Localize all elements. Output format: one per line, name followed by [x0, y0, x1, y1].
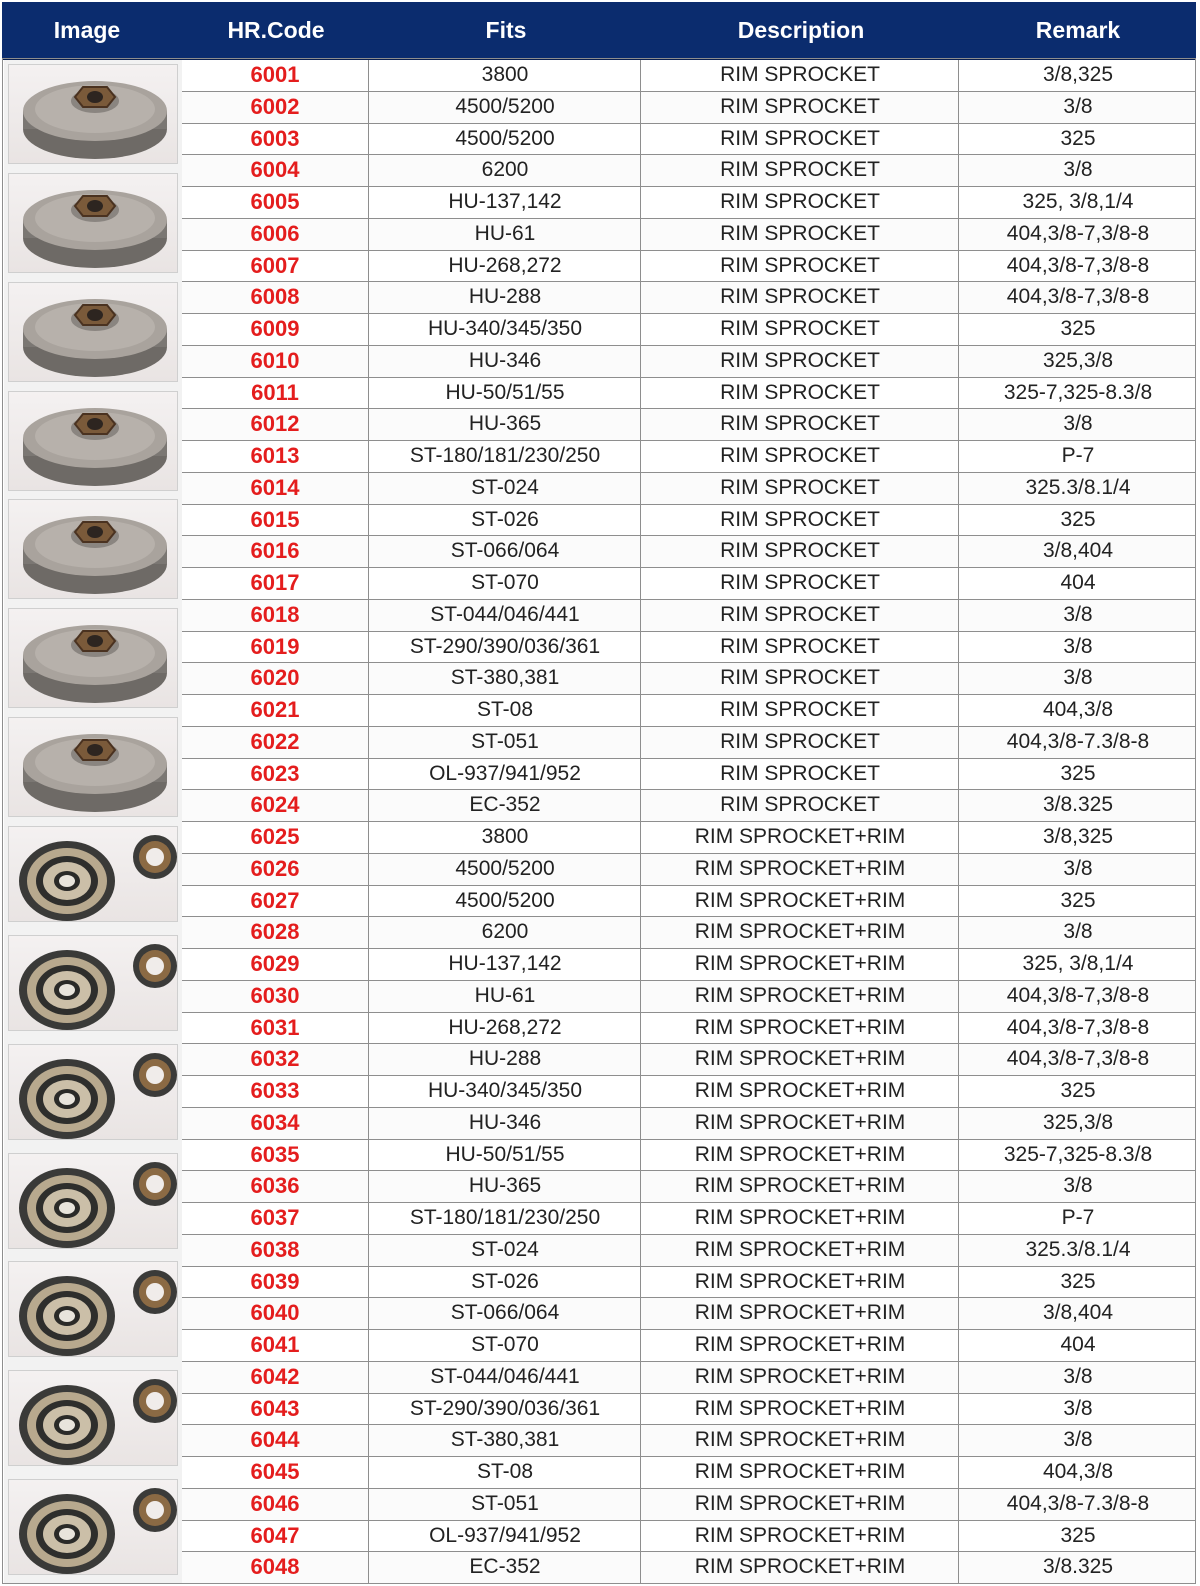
header-hr-code: HR.Code — [227, 17, 325, 43]
table-row — [182, 60, 1196, 92]
fits-cell: OL-937/941/952 — [368, 759, 641, 790]
hr-code-cell: 6020 — [250, 665, 300, 691]
description-cell: RIM SPROCKET — [640, 727, 959, 758]
description-cell: RIM SPROCKET — [640, 505, 959, 536]
remark-cell: 325-7,325-8.3/8 — [958, 378, 1197, 409]
remark-cell: 404 — [958, 568, 1197, 599]
description-cell: RIM SPROCKET — [640, 568, 959, 599]
fits-cell: ST-026 — [368, 1267, 641, 1298]
fits-cell: ST-180/181/230/250 — [368, 441, 641, 472]
description-cell: RIM SPROCKET — [640, 155, 959, 186]
remark-cell: 404,3/8 — [958, 1457, 1197, 1488]
remark-cell: 3/8 — [958, 1171, 1197, 1202]
fits-cell: 6200 — [368, 917, 641, 948]
remark-cell: 404,3/8-7,3/8-8 — [958, 251, 1197, 282]
remark-cell: 325,3/8 — [958, 1108, 1197, 1139]
table-row — [182, 505, 1196, 537]
remark-cell: 3/8 — [958, 663, 1197, 694]
table-row — [182, 663, 1196, 695]
remark-cell: 3/8,404 — [958, 536, 1197, 567]
table-row — [182, 1108, 1196, 1140]
remark-cell: P-7 — [958, 441, 1197, 472]
header-description: Description — [737, 17, 865, 43]
fits-cell: ST-070 — [368, 568, 641, 599]
table-row — [182, 1076, 1196, 1108]
description-cell: RIM SPROCKET+RIM — [640, 1330, 959, 1361]
table-row — [182, 568, 1196, 600]
fits-cell: ST-066/064 — [368, 1298, 641, 1329]
description-cell: RIM SPROCKET+RIM — [640, 949, 959, 980]
remark-cell: 325 — [958, 124, 1197, 155]
rim-sprocket-ring-icon — [8, 1153, 178, 1249]
fits-cell: ST-024 — [368, 473, 641, 504]
remark-cell: 325, 3/8,1/4 — [958, 187, 1197, 218]
hr-code-cell: 6024 — [250, 792, 300, 818]
rim-sprocket-drum-icon — [8, 391, 178, 491]
hr-code-cell: 6043 — [250, 1395, 300, 1421]
table-row — [182, 409, 1196, 441]
rim-sprocket-ring-icon — [8, 1261, 178, 1357]
remark-cell: 404,3/8-7,3/8-8 — [958, 219, 1197, 250]
table-row — [182, 981, 1196, 1013]
table-row — [182, 346, 1196, 378]
fits-cell: ST-024 — [368, 1235, 641, 1266]
description-cell: RIM SPROCKET — [640, 632, 959, 663]
table-row — [182, 473, 1196, 505]
rim-sprocket-drum-icon — [8, 282, 178, 382]
description-cell: RIM SPROCKET+RIM — [640, 1203, 959, 1234]
fits-cell: EC-352 — [368, 790, 641, 821]
hr-code-cell: 6008 — [250, 284, 300, 310]
hr-code-cell: 6011 — [251, 379, 299, 405]
fits-cell: ST-180/181/230/250 — [368, 1203, 641, 1234]
table-row — [182, 917, 1196, 949]
table-row — [182, 314, 1196, 346]
table-row — [182, 790, 1196, 822]
fits-cell: EC-352 — [368, 1552, 641, 1583]
description-cell: RIM SPROCKET — [640, 790, 959, 821]
fits-cell: ST-290/390/036/361 — [368, 632, 641, 663]
remark-cell: 404,3/8-7,3/8-8 — [958, 1044, 1197, 1075]
fits-cell: ST-044/046/441 — [368, 600, 641, 631]
remark-cell: 404,3/8-7,3/8-8 — [958, 1013, 1197, 1044]
hr-code-cell: 6035 — [250, 1141, 300, 1167]
remark-cell: 325 — [958, 1267, 1197, 1298]
remark-cell: 3/8 — [958, 600, 1197, 631]
hr-code-cell: 6010 — [250, 347, 300, 373]
remark-cell: 325 — [958, 759, 1197, 790]
fits-cell: ST-290/390/036/361 — [368, 1394, 641, 1425]
description-cell: RIM SPROCKET — [640, 187, 959, 218]
hr-code-cell: 6026 — [250, 855, 300, 881]
fits-cell: ST-08 — [368, 695, 641, 726]
description-cell: RIM SPROCKET+RIM — [640, 1044, 959, 1075]
hr-code-cell: 6014 — [250, 474, 300, 500]
description-cell: RIM SPROCKET+RIM — [640, 1425, 959, 1456]
hr-code-cell: 6018 — [250, 601, 300, 627]
hr-code-cell: 6038 — [250, 1236, 300, 1262]
remark-cell: 3/8.325 — [958, 790, 1197, 821]
hr-code-cell: 6045 — [250, 1459, 300, 1484]
rim-sprocket-drum-icon — [8, 173, 178, 273]
description-cell: RIM SPROCKET+RIM — [640, 1552, 959, 1583]
table-row — [182, 886, 1196, 918]
hr-code-cell: 6042 — [250, 1363, 300, 1389]
description-cell: RIM SPROCKET+RIM — [640, 1457, 959, 1488]
rim-sprocket-drum-icon — [8, 64, 178, 164]
description-cell: RIM SPROCKET+RIM — [640, 1521, 959, 1552]
rim-sprocket-ring-icon — [8, 1479, 178, 1575]
table-row — [182, 1425, 1196, 1457]
hr-code-cell: 6002 — [250, 93, 300, 119]
hr-code-cell: 6033 — [250, 1078, 300, 1103]
description-cell: RIM SPROCKET+RIM — [640, 1076, 959, 1107]
description-cell: RIM SPROCKET — [640, 314, 959, 345]
hr-code-cell: 6044 — [250, 1427, 300, 1453]
hr-code-cell: 6023 — [250, 760, 300, 786]
hr-code-cell: 6046 — [250, 1490, 300, 1516]
hr-code-cell: 6009 — [250, 316, 300, 341]
description-cell: RIM SPROCKET+RIM — [640, 1394, 959, 1425]
hr-code-cell: 6006 — [250, 220, 300, 246]
description-cell: RIM SPROCKET+RIM — [640, 1108, 959, 1139]
description-cell: RIM SPROCKET — [640, 441, 959, 472]
fits-cell: 4500/5200 — [368, 854, 641, 885]
fits-cell: HU-365 — [368, 409, 641, 440]
rim-sprocket-ring-icon — [8, 1044, 178, 1140]
fits-cell: 4500/5200 — [368, 92, 641, 123]
table-row — [182, 1521, 1196, 1553]
fits-cell: ST-044/046/441 — [368, 1362, 641, 1393]
remark-cell: 3/8 — [958, 1362, 1197, 1393]
description-cell: RIM SPROCKET — [640, 600, 959, 631]
remark-cell: 404,3/8-7,3/8-8 — [958, 981, 1197, 1012]
hr-code-cell: 6047 — [250, 1522, 300, 1548]
hr-code-cell: 6032 — [250, 1046, 300, 1072]
hr-code-cell: 6048 — [250, 1554, 300, 1580]
fits-cell: 4500/5200 — [368, 124, 641, 155]
table-header — [2, 2, 1196, 60]
remark-cell: 325 — [958, 505, 1197, 536]
hr-code-cell: 6003 — [250, 125, 300, 151]
description-cell: RIM SPROCKET — [640, 378, 959, 409]
description-cell: RIM SPROCKET — [640, 663, 959, 694]
hr-code-cell: 6041 — [250, 1332, 300, 1357]
fits-cell: HU-340/345/350 — [368, 1076, 641, 1107]
description-cell: RIM SPROCKET+RIM — [640, 1171, 959, 1202]
rim-sprocket-drum-icon — [8, 608, 178, 708]
rim-sprocket-ring-icon — [8, 826, 178, 922]
remark-cell: 3/8,404 — [958, 1298, 1197, 1329]
hr-code-cell: 6019 — [250, 633, 300, 659]
hr-code-cell: 6029 — [250, 951, 300, 976]
fits-cell: ST-026 — [368, 505, 641, 536]
hr-code-cell: 6025 — [250, 824, 300, 849]
fits-cell: 3800 — [368, 822, 641, 853]
table-row — [182, 727, 1196, 759]
remark-cell: 325 — [958, 1076, 1197, 1107]
fits-cell: HU-50/51/55 — [368, 1140, 641, 1171]
table-row — [182, 1235, 1196, 1267]
remark-cell: 325 — [958, 886, 1197, 917]
hr-code-cell: 6007 — [250, 252, 300, 278]
rim-sprocket-drum-icon — [8, 499, 178, 599]
fits-cell: HU-365 — [368, 1171, 641, 1202]
table-row — [182, 1489, 1196, 1521]
parts-table-body — [182, 60, 1196, 1584]
remark-cell: 3/8 — [958, 632, 1197, 663]
hr-code-cell: 6027 — [250, 887, 300, 913]
table-row — [182, 441, 1196, 473]
fits-cell: HU-61 — [368, 981, 641, 1012]
hr-code-cell: 6037 — [250, 1205, 300, 1230]
hr-code-cell: 6039 — [250, 1268, 300, 1294]
remark-cell: 404,3/8-7,3/8-8 — [958, 282, 1197, 313]
remark-cell: 3/8,325 — [958, 60, 1197, 91]
remark-cell: 3/8,325 — [958, 822, 1197, 853]
header-remark: Remark — [1035, 17, 1121, 43]
table-row — [182, 251, 1196, 283]
remark-cell: 3/8 — [958, 1394, 1197, 1425]
description-cell: RIM SPROCKET — [640, 251, 959, 282]
description-cell: RIM SPROCKET+RIM — [640, 981, 959, 1012]
hr-code-cell: 6012 — [250, 411, 300, 437]
table-row — [182, 1013, 1196, 1045]
table-row — [182, 187, 1196, 219]
table-row — [182, 282, 1196, 314]
remark-cell: 325.3/8.1/4 — [958, 473, 1197, 504]
remark-cell: 404,3/8-7.3/8-8 — [958, 727, 1197, 758]
remark-cell: 325, 3/8,1/4 — [958, 949, 1197, 980]
remark-cell: 3/8 — [958, 854, 1197, 885]
fits-cell: OL-937/941/952 — [368, 1521, 641, 1552]
fits-cell: ST-051 — [368, 727, 641, 758]
fits-cell: HU-137,142 — [368, 187, 641, 218]
description-cell: RIM SPROCKET+RIM — [640, 822, 959, 853]
table-row — [182, 1457, 1196, 1489]
fits-cell: HU-346 — [368, 346, 641, 377]
remark-cell: 3/8 — [958, 409, 1197, 440]
description-cell: RIM SPROCKET — [640, 346, 959, 377]
remark-cell: 325-7,325-8.3/8 — [958, 1140, 1197, 1171]
fits-cell: HU-288 — [368, 1044, 641, 1075]
remark-cell: 404,3/8-7.3/8-8 — [958, 1489, 1197, 1520]
remark-cell: 404 — [958, 1330, 1197, 1361]
table-row — [182, 1298, 1196, 1330]
remark-cell: 325.3/8.1/4 — [958, 1235, 1197, 1266]
table-row — [182, 1394, 1196, 1426]
description-cell: RIM SPROCKET — [640, 536, 959, 567]
fits-cell: 4500/5200 — [368, 886, 641, 917]
fits-cell: ST-380,381 — [368, 1425, 641, 1456]
table-row — [182, 124, 1196, 156]
table-row — [182, 822, 1196, 854]
table-row — [182, 1267, 1196, 1299]
description-cell: RIM SPROCKET+RIM — [640, 1362, 959, 1393]
table-row — [182, 1362, 1196, 1394]
table-row — [182, 536, 1196, 568]
description-cell: RIM SPROCKET — [640, 124, 959, 155]
fits-cell: ST-070 — [368, 1330, 641, 1361]
fits-cell: ST-08 — [368, 1457, 641, 1488]
table-row — [182, 92, 1196, 124]
description-cell: RIM SPROCKET+RIM — [640, 1267, 959, 1298]
table-row — [182, 219, 1196, 251]
remark-cell: 325,3/8 — [958, 346, 1197, 377]
description-cell: RIM SPROCKET+RIM — [640, 886, 959, 917]
description-cell: RIM SPROCKET — [640, 409, 959, 440]
description-cell: RIM SPROCKET+RIM — [640, 1235, 959, 1266]
table-row — [182, 854, 1196, 886]
hr-code-cell: 6016 — [250, 538, 300, 564]
table-row — [182, 155, 1196, 187]
hr-code-cell: 6040 — [250, 1300, 300, 1326]
table-row — [182, 1171, 1196, 1203]
table-row — [182, 600, 1196, 632]
remark-cell: 3/8 — [958, 917, 1197, 948]
description-cell: RIM SPROCKET+RIM — [640, 1013, 959, 1044]
fits-cell: HU-340/345/350 — [368, 314, 641, 345]
hr-code-cell: 6015 — [250, 506, 300, 532]
hr-code-cell: 6030 — [250, 982, 300, 1008]
rim-sprocket-ring-icon — [8, 1370, 178, 1466]
description-cell: RIM SPROCKET+RIM — [640, 917, 959, 948]
header-fits: Fits — [485, 17, 527, 43]
description-cell: RIM SPROCKET — [640, 473, 959, 504]
table-row — [182, 632, 1196, 664]
fits-cell: HU-288 — [368, 282, 641, 313]
remark-cell: P-7 — [958, 1203, 1197, 1234]
hr-code-cell: 6017 — [250, 570, 300, 595]
description-cell: RIM SPROCKET — [640, 219, 959, 250]
table-row — [182, 1552, 1196, 1584]
remark-cell: 3/8 — [958, 155, 1197, 186]
hr-code-cell: 6031 — [250, 1014, 300, 1040]
description-cell: RIM SPROCKET — [640, 60, 959, 91]
hr-code-cell: 6028 — [250, 919, 300, 945]
description-cell: RIM SPROCKET — [640, 695, 959, 726]
remark-cell: 325 — [958, 1521, 1197, 1552]
header-image: Image — [53, 17, 121, 43]
hr-code-cell: 6034 — [250, 1109, 300, 1135]
hr-code-cell: 6022 — [250, 728, 300, 754]
fits-cell: ST-066/064 — [368, 536, 641, 567]
remark-cell: 3/8.325 — [958, 1552, 1197, 1583]
description-cell: RIM SPROCKET — [640, 92, 959, 123]
image-column — [4, 60, 182, 1584]
table-row — [182, 378, 1196, 410]
description-cell: RIM SPROCKET+RIM — [640, 1140, 959, 1171]
rim-sprocket-drum-icon — [8, 717, 178, 817]
fits-cell: ST-380,381 — [368, 663, 641, 694]
table-row — [182, 1044, 1196, 1076]
hr-code-cell: 6021 — [250, 697, 300, 722]
fits-cell: HU-137,142 — [368, 949, 641, 980]
fits-cell: HU-50/51/55 — [368, 378, 641, 409]
fits-cell: HU-268,272 — [368, 251, 641, 282]
fits-cell: HU-268,272 — [368, 1013, 641, 1044]
description-cell: RIM SPROCKET+RIM — [640, 1298, 959, 1329]
fits-cell: ST-051 — [368, 1489, 641, 1520]
rim-sprocket-ring-icon — [8, 935, 178, 1031]
table-row — [182, 695, 1196, 727]
hr-code-cell: 6036 — [250, 1173, 300, 1199]
table-row — [182, 759, 1196, 791]
fits-cell: HU-61 — [368, 219, 641, 250]
fits-cell: 3800 — [368, 60, 641, 91]
remark-cell: 404,3/8 — [958, 695, 1197, 726]
fits-cell: HU-346 — [368, 1108, 641, 1139]
description-cell: RIM SPROCKET — [640, 282, 959, 313]
remark-cell: 3/8 — [958, 1425, 1197, 1456]
description-cell: RIM SPROCKET — [640, 759, 959, 790]
hr-code-cell: 6013 — [250, 443, 300, 468]
hr-code-cell: 6005 — [250, 189, 300, 214]
table-row — [182, 1140, 1196, 1172]
hr-code-cell: 6004 — [250, 157, 300, 183]
table-row — [182, 1203, 1196, 1235]
remark-cell: 325 — [958, 314, 1197, 345]
table-row — [182, 1330, 1196, 1362]
fits-cell: 6200 — [368, 155, 641, 186]
description-cell: RIM SPROCKET+RIM — [640, 1489, 959, 1520]
remark-cell: 3/8 — [958, 92, 1197, 123]
table-row — [182, 949, 1196, 981]
description-cell: RIM SPROCKET+RIM — [640, 854, 959, 885]
hr-code-cell: 6001 — [250, 62, 300, 87]
